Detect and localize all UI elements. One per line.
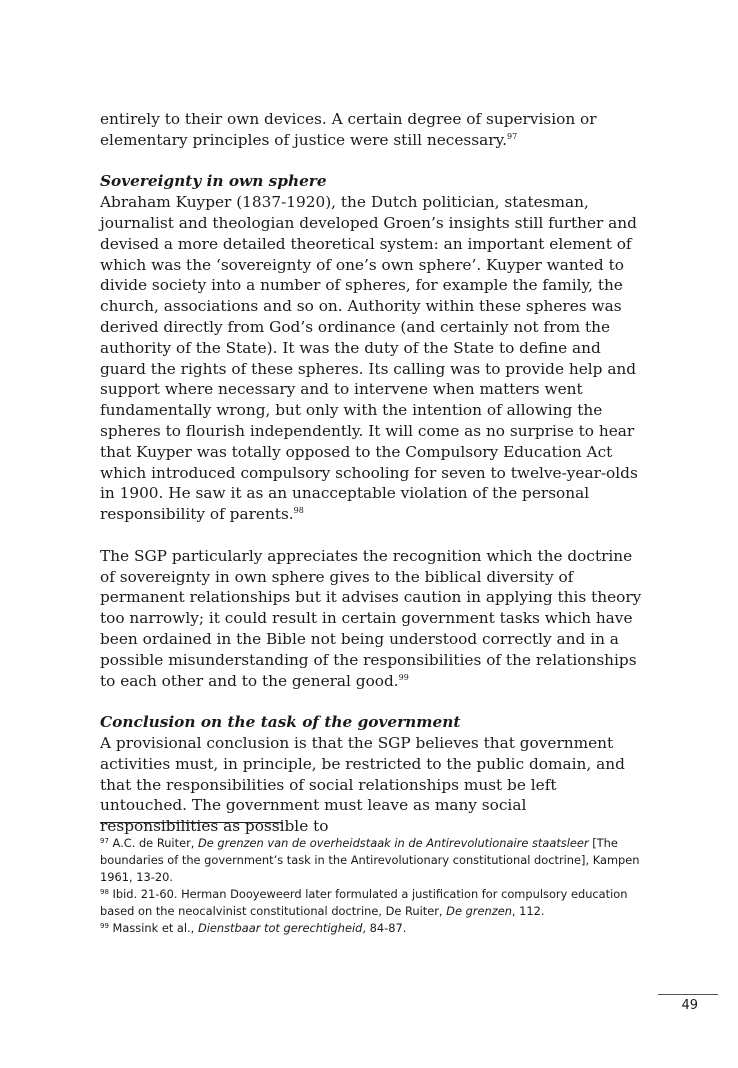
paragraph-2: Abraham Kuyper (1837-1920), the Dutch politician, statesman, journalist and theologian developed Groen’s insights still further and devised a more detailed theoretical system: an important element of which was the ‘sovereignty of one’s own sphere’. Kuyper wanted to divide society into a number of spheres, for example the family, the church, associations and so on. Authority within these spheres was derived directly from God’s ordinance (and certainly not from the authority of the State). It was the duty of the State to define and guard the rights of these spheres. Its calling was to provide help and support where necessary and to intervene when matters went fundamentally wrong, but only with the intention of allowing the spheres to flourish independently. It will come as no surprise to hear that Kuyper was totally opposed to the Compulsory Education Act which introduced compulsory schooling for seven to twelve-year-olds in 1900. He saw it as an unacceptable violation of the personal responsibility of parents.$^{98}$ (100, 193, 638, 524)
page-number-rule (658, 994, 718, 995)
paragraph-4: A provisional conclusion is that the SGP believes that government activities must, in principle, be restricted to the public domain, and that the responsibilities of social relationships must be left untouched. The government must leave as many social responsibilities as possible to (100, 733, 625, 836)
section-heading-conclusion: Conclusion on the task of the government (100, 713, 461, 732)
footnote-number: 99 (100, 921, 109, 930)
footnote-97: $^{97}$ A.C. de Ruiter, De grenzen van de overheidstaak in de Antirevolutionaire staatsleer [The boundaries of the government’s task in the Antirevolutionary constitutional doctrine], Kampen 1961, 13-20. (100, 836, 640, 884)
footnote-98: $^{98}$ Ibid. 21-60. Herman Dooyeweerd later formulated a justification for compulsory education based on the neocalvinist constitutional doctrine, De Ruiter, De grenzen, 112. (100, 886, 628, 918)
main-text (100, 109, 645, 837)
footnote-number: 98 (100, 887, 109, 896)
paragraph-3: The SGP particularly appreciates the recognition which the doctrine of sovereignty in own sphere gives to the biblical diversity of permanent relationships but it advises caution in applying this theory too narrowly; it could result in certain government tasks which have been ordained in the Bible not being understood correctly and in a possible misunderstanding of the responsibilities of the relationships to each other and to the general good.$^{99}$ (100, 546, 642, 690)
section-heading-sovereignty: Sovereignty in own sphere (100, 172, 327, 191)
footnote-99: $^{99}$ Massink et al., Dienstbaar tot gerechtigheid, 84-87. (100, 920, 407, 935)
paragraph-1: entirely to their own devices. A certain degree of supervision or elementary principles of justice were still necessary.$^{97}$ (100, 110, 597, 149)
footnote-number: 97 (100, 837, 109, 845)
footnote-ref-97[interactable]: 97 (507, 131, 518, 141)
footnote-ref-99[interactable]: 99 (398, 672, 409, 682)
footnote-divider (100, 822, 283, 823)
page-number: 49 (681, 998, 698, 1013)
footnotes (100, 835, 660, 936)
footnote-ref-98[interactable]: 98 (293, 506, 304, 516)
